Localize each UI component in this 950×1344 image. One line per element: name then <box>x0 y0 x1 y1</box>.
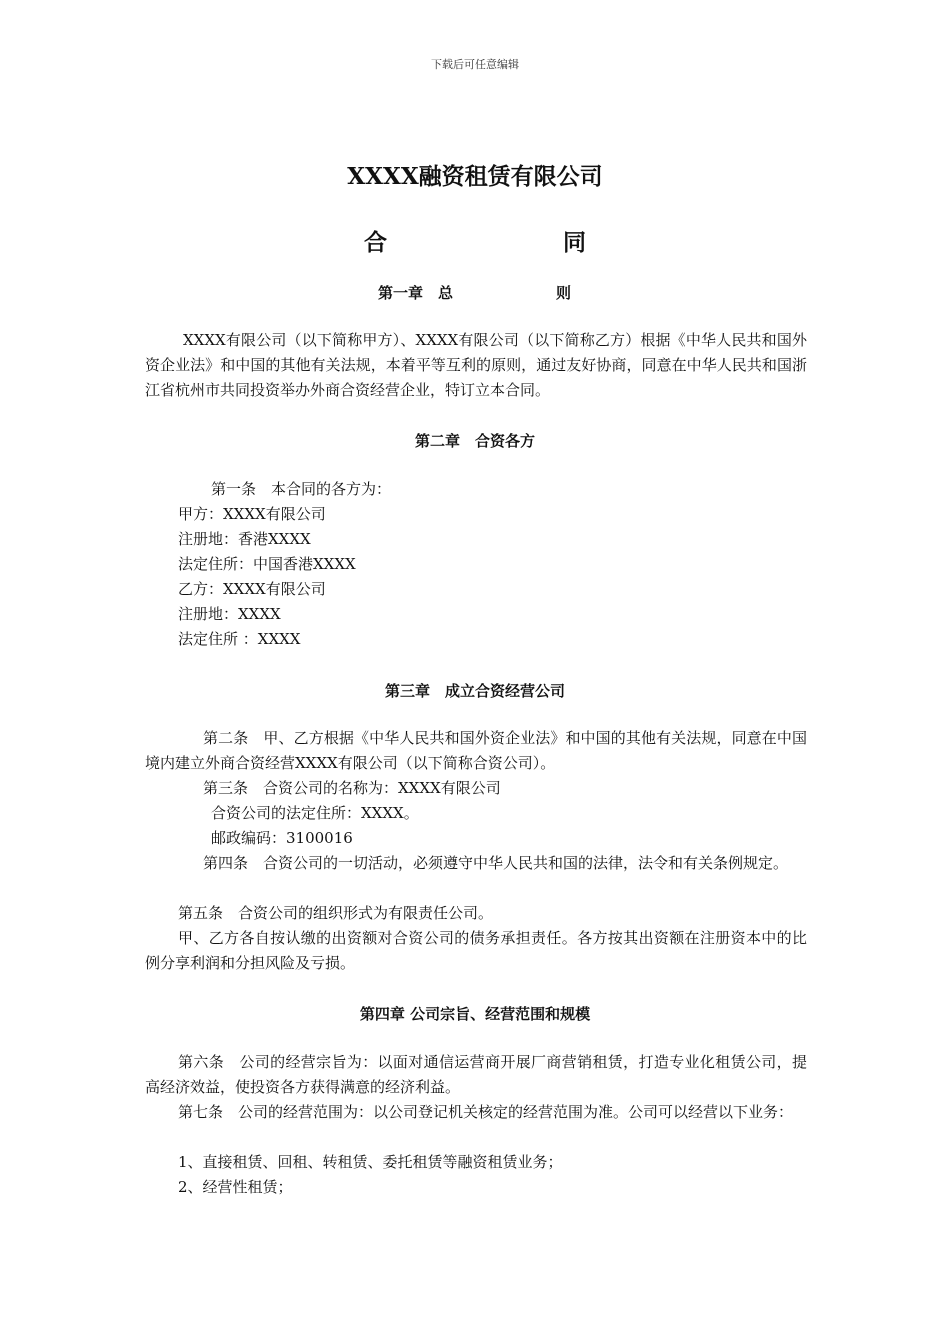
party-b-domicile: 法定住所 ：XXXX <box>178 630 301 648</box>
party-a-registration: 注册地：香港XXXX <box>178 530 311 548</box>
company-domicile: 合资公司的法定住所：XXXX。 <box>211 804 419 822</box>
chapter-1-right: 则 <box>556 284 572 302</box>
document-title: XXXX融资租赁有限公司 <box>347 163 603 190</box>
article-1: 第一条 本合同的各方为： <box>211 480 392 498</box>
chapter-4-heading: 第四章 公司宗旨、经营范围和规模 <box>359 1005 591 1023</box>
party-a-domicile: 法定住所：中国香港XXXX <box>178 555 356 573</box>
article-2: 第二条 甲、乙方根据《中华人民共和国外资企业法》和中国的其他有关法规，同意在中国境内建立外商合资经营XXXX有限公司（以下简称合资公司）。 <box>145 729 807 772</box>
chapter-1-left: 第一章 总 <box>378 284 454 302</box>
subtitle-left: 合 <box>364 229 387 256</box>
party-b-registration: 注册地：XXXX <box>178 605 281 623</box>
chapter-3-heading: 第三章 成立合资经营公司 <box>384 682 565 700</box>
subtitle-right: 同 <box>563 229 586 256</box>
party-b-name: 乙方：XXXX有限公司 <box>178 580 326 598</box>
postal-code: 邮政编码：3100016 <box>211 829 353 847</box>
article-5: 第五条 合资公司的组织形式为有限责任公司。 <box>178 904 494 922</box>
chapter-1-paragraph: XXXX有限公司（以下简称甲方）、XXXX有限公司（以下简称乙方）根据《中华人民共和国外资企业法》和中国的其他有关法规，本着平等互利的原则，通过友好协商，同意在中华人民共和国浙江省杭州市共同投资举办外商合资经营企业，特订立本合同。 <box>145 331 807 399</box>
chapter-2-heading: 第二章 合资各方 <box>414 432 535 450</box>
article-4: 第四条 合资公司的一切活动，必须遵守中华人民共和国的法律，法令和有关条例规定。 <box>203 854 789 872</box>
article-3: 第三条 合资公司的名称为：XXXX有限公司 <box>203 779 501 797</box>
business-item-2: 2、经营性租赁； <box>178 1178 293 1196</box>
article-7: 第七条 公司的经营范围为：以公司登记机关核定的经营范围为准。公司可以经营以下业务： <box>178 1103 794 1121</box>
liability-paragraph: 甲、乙方各自按认缴的出资额对合资公司的债务承担责任。各方按其出资额在注册资本中的比例分享利润和分担风险及亏损。 <box>145 929 807 972</box>
business-item-1: 1、直接租赁、回租、转租赁、委托租赁等融资租赁业务； <box>178 1153 563 1171</box>
header-note: 下载后可任意编辑 <box>431 58 519 71</box>
party-a-name: 甲方：XXXX有限公司 <box>178 505 326 523</box>
article-6: 第六条 公司的经营宗旨为：以面对通信运营商开展厂商营销租赁，打造专业化租赁公司，提高经济效益，使投资各方获得满意的经济利益。 <box>145 1053 807 1096</box>
